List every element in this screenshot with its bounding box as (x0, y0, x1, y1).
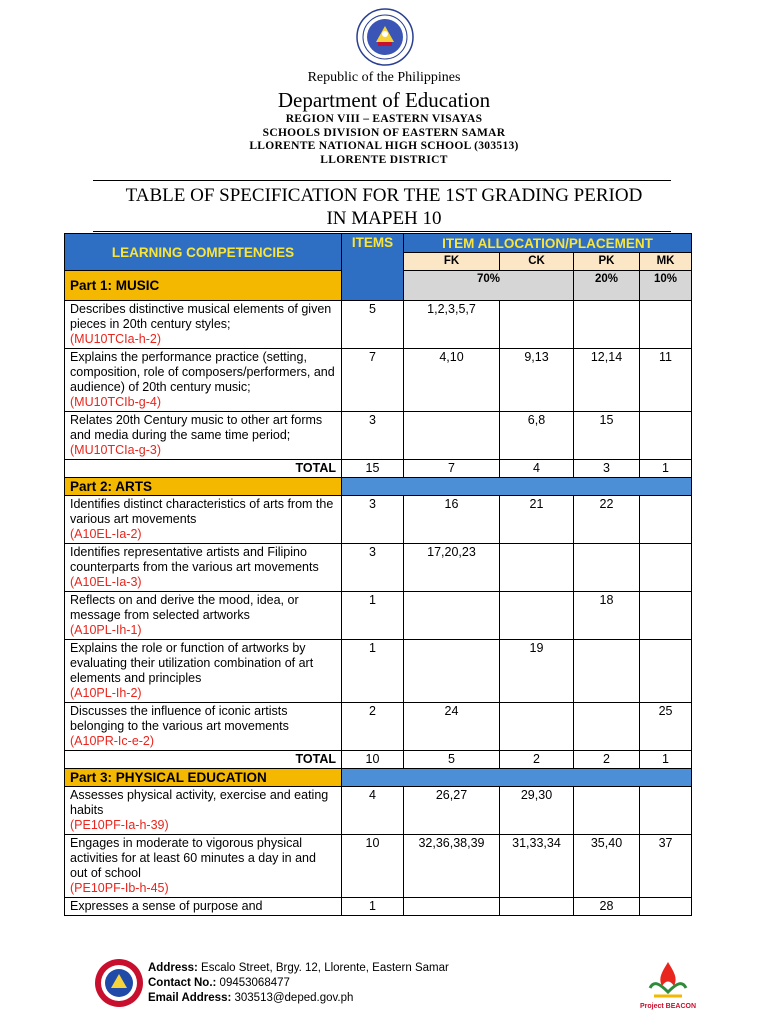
level-fk: FK (404, 253, 500, 271)
level-ck: CK (500, 253, 574, 271)
specification-table (64, 233, 692, 916)
pk-items (574, 640, 640, 703)
ck-items (500, 301, 574, 349)
ck-items: 31,33,34 (500, 835, 574, 898)
table-row (65, 898, 692, 916)
items-count: 2 (342, 703, 404, 751)
competency-code: (A10PR-Ic-e-2) (70, 734, 155, 748)
pk-items: 22 (574, 496, 640, 544)
ck-items: 6,8 (500, 412, 574, 460)
pk-items: 35,40 (574, 835, 640, 898)
competency-text: Explains the role or function of artworks by evaluating their utilization combination of art elements and principles (70, 641, 314, 685)
table-row (65, 592, 692, 640)
competency-code: (MU10TCIa-h-2) (70, 332, 161, 346)
pct-fk-ck: 70% (404, 271, 574, 301)
items-count: 7 (342, 349, 404, 412)
level-mk: MK (640, 253, 692, 271)
items-count: 3 (342, 544, 404, 592)
competency-text: Explains the performance practice (setting, composition, role of composers/performers, and audience) of 20th century music; (70, 350, 335, 394)
competencies-header: LEARNING COMPETENCIES (65, 234, 342, 271)
competency-text: Assesses physical activity, exercise and eating habits (70, 788, 329, 817)
table-row (65, 835, 692, 898)
total-fk: 7 (404, 460, 500, 478)
ck-items (500, 898, 574, 916)
competency-code: (A10PL-Ih-1) (70, 623, 142, 637)
total-label: TOTAL (65, 460, 342, 478)
total-fk: 5 (404, 751, 500, 769)
mk-items: 37 (640, 835, 692, 898)
pct-mk: 10% (640, 271, 692, 301)
competency-code: (PE10PF-Ib-h-45) (70, 881, 169, 895)
competency-text: Discusses the influence of iconic artists belonging to the various art movements (70, 704, 289, 733)
email-label: Email Address: (148, 992, 232, 1004)
competency-code: (A10PL-Ih-2) (70, 686, 142, 700)
table-row (65, 301, 692, 349)
mk-items (640, 898, 692, 916)
ck-items (500, 544, 574, 592)
part3-band (342, 769, 692, 787)
table-row (65, 703, 692, 751)
table-row (65, 787, 692, 835)
fk-items: 1,2,3,5,7 (404, 301, 500, 349)
ck-items: 9,13 (500, 349, 574, 412)
part2-title: Part 2: ARTS (65, 478, 342, 496)
pk-items (574, 544, 640, 592)
competency-code: (MU10TCIb-g-4) (70, 395, 161, 409)
items-count: 5 (342, 301, 404, 349)
republic-line: Republic of the Philippines (307, 70, 461, 85)
competency-text: Expresses a sense of purpose and (70, 899, 263, 913)
header-rule (93, 180, 671, 181)
total-row (65, 460, 692, 478)
pk-items (574, 787, 640, 835)
ck-items: 21 (500, 496, 574, 544)
ck-items (500, 703, 574, 751)
mk-items (640, 412, 692, 460)
table-row (65, 349, 692, 412)
part1-title: Part 1: MUSIC (65, 271, 342, 301)
total-mk: 1 (640, 460, 692, 478)
level-pk: PK (574, 253, 640, 271)
total-label: TOTAL (65, 751, 342, 769)
competency-text: Identifies representative artists and Filipino counterparts from the various art movements (70, 545, 319, 574)
competency-code: (PE10PF-Ia-h-39) (70, 818, 169, 832)
items-count: 1 (342, 898, 404, 916)
ck-items (500, 592, 574, 640)
competency-text: Relates 20th Century music to other art forms and media during the same time period; (70, 413, 323, 442)
competency-text: Engages in moderate to vigorous physical activities for at least 60 minutes a day in and out of school (70, 836, 316, 880)
pk-items (574, 301, 640, 349)
items-count: 4 (342, 787, 404, 835)
total-ck: 2 (500, 751, 574, 769)
department-title: Department of Education (277, 88, 491, 112)
items-count: 1 (342, 640, 404, 703)
allocation-header: ITEM ALLOCATION/PLACEMENT (404, 234, 692, 253)
total-ck: 4 (500, 460, 574, 478)
title-rule (93, 231, 671, 232)
address-value: Escalo Street, Brgy. 12, Llorente, Eastern Samar (197, 962, 449, 974)
total-pk: 3 (574, 460, 640, 478)
mk-items (640, 592, 692, 640)
mk-items: 25 (640, 703, 692, 751)
part3-title: Part 3: PHYSICAL EDUCATION (65, 769, 342, 787)
competency-code: (A10EL-Ia-2) (70, 527, 142, 541)
project-beacon-logo-icon (640, 958, 696, 1012)
address-label: Address: (148, 962, 198, 974)
pk-items: 15 (574, 412, 640, 460)
pk-items: 28 (574, 898, 640, 916)
mk-items (640, 496, 692, 544)
fk-items (404, 640, 500, 703)
mk-items: 11 (640, 349, 692, 412)
pct-pk: 20% (574, 271, 640, 301)
region-line: REGION VIII – EASTERN VISAYAS (285, 113, 483, 125)
document-subtitle: IN MAPEH 10 (326, 208, 442, 229)
contact-label: Contact No.: (148, 977, 217, 989)
deped-seal-icon (356, 8, 414, 66)
division-line: SCHOOLS DIVISION OF EASTERN SAMAR (262, 127, 506, 139)
table-row (65, 640, 692, 703)
school-contact-block (148, 961, 449, 1006)
fk-items: 26,27 (404, 787, 500, 835)
fk-items: 17,20,23 (404, 544, 500, 592)
fk-items: 32,36,38,39 (404, 835, 500, 898)
fk-items: 16 (404, 496, 500, 544)
competency-code: (A10EL-Ia-3) (70, 575, 142, 589)
table-row (65, 544, 692, 592)
total-row (65, 751, 692, 769)
pk-items: 12,14 (574, 349, 640, 412)
table-row (65, 412, 692, 460)
items-header: ITEMS (342, 234, 404, 301)
pk-items: 18 (574, 592, 640, 640)
email-value: 303513@deped.gov.ph (231, 992, 354, 1004)
fk-items: 4,10 (404, 349, 500, 412)
competency-code: (MU10TCIa-g-3) (70, 443, 161, 457)
fk-items (404, 898, 500, 916)
mk-items (640, 640, 692, 703)
fk-items (404, 412, 500, 460)
competency-text: Describes distinctive musical elements of given pieces in 20th century styles; (70, 302, 332, 331)
part2-band (342, 478, 692, 496)
mk-items (640, 301, 692, 349)
fk-items (404, 592, 500, 640)
total-mk: 1 (640, 751, 692, 769)
items-count: 1 (342, 592, 404, 640)
items-count: 10 (342, 835, 404, 898)
contact-value: 09453068477 (216, 977, 290, 989)
beacon-text: Project BEACON (640, 1003, 696, 1010)
mk-items (640, 544, 692, 592)
items-count: 3 (342, 412, 404, 460)
ck-items: 19 (500, 640, 574, 703)
ck-items: 29,30 (500, 787, 574, 835)
mk-items (640, 787, 692, 835)
document-title: TABLE OF SPECIFICATION FOR THE 1ST GRADING PERIOD (125, 185, 643, 206)
fk-items: 24 (404, 703, 500, 751)
district-line: LLORENTE DISTRICT (320, 154, 448, 166)
total-items: 10 (342, 751, 404, 769)
competency-text: Identifies distinct characteristics of arts from the various art movements (70, 497, 334, 526)
school-line: LLORENTE NATIONAL HIGH SCHOOL (303513) (249, 140, 519, 152)
total-pk: 2 (574, 751, 640, 769)
table-row (65, 496, 692, 544)
competency-text: Reflects on and derive the mood, idea, or message from selected artworks (70, 593, 299, 622)
pk-items (574, 703, 640, 751)
school-logo-icon (94, 958, 144, 1008)
total-items: 15 (342, 460, 404, 478)
items-count: 3 (342, 496, 404, 544)
